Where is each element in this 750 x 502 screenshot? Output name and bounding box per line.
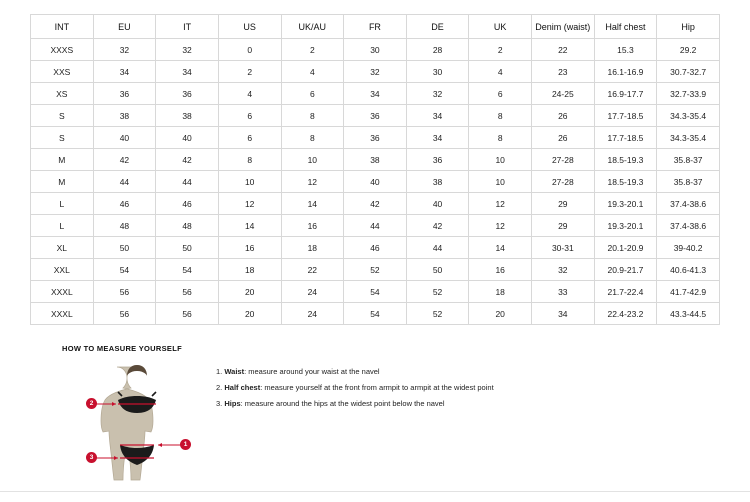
table-row — [31, 281, 720, 303]
table-cell-denim-waist: 26 — [532, 127, 595, 149]
table-cell-de: 38 — [406, 171, 469, 193]
table-cell-half-chest: 15.3 — [594, 39, 657, 61]
table-cell-hip: 35.8-37 — [657, 149, 720, 171]
table-cell-it: 36 — [156, 83, 219, 105]
table-cell-uk-au: 16 — [281, 215, 344, 237]
table-cell-uk: 8 — [469, 127, 532, 149]
size-conversion-table — [30, 14, 720, 325]
table-cell-hip: 41.7-42.9 — [657, 281, 720, 303]
table-cell-eu: 48 — [93, 215, 156, 237]
table-cell-uk-au: 18 — [281, 237, 344, 259]
table-cell-eu: 36 — [93, 83, 156, 105]
table-cell-half-chest: 19.3-20.1 — [594, 215, 657, 237]
table-cell-int: S — [31, 127, 94, 149]
table-cell-it: 38 — [156, 105, 219, 127]
table-cell-fr: 38 — [344, 149, 407, 171]
table-cell-hip: 29.2 — [657, 39, 720, 61]
table-cell-uk: 14 — [469, 237, 532, 259]
table-cell-eu: 50 — [93, 237, 156, 259]
column-header-uk: UK — [469, 15, 532, 39]
table-cell-denim-waist: 32 — [532, 259, 595, 281]
table-cell-hip: 34.3-35.4 — [657, 127, 720, 149]
table-cell-half-chest: 21.7-22.4 — [594, 281, 657, 303]
table-cell-half-chest: 16.1-16.9 — [594, 61, 657, 83]
table-row — [31, 149, 720, 171]
table-cell-uk-au: 24 — [281, 303, 344, 325]
table-cell-us: 6 — [218, 105, 281, 127]
table-cell-us: 20 — [218, 303, 281, 325]
table-cell-uk-au: 24 — [281, 281, 344, 303]
table-cell-us: 18 — [218, 259, 281, 281]
table-cell-int: L — [31, 215, 94, 237]
table-cell-fr: 34 — [344, 83, 407, 105]
measure-item-label: Hips — [224, 399, 241, 408]
table-cell-us: 2 — [218, 61, 281, 83]
measure-item-hips — [216, 399, 494, 408]
column-header-half-chest: Half chest — [594, 15, 657, 39]
column-header-fr: FR — [344, 15, 407, 39]
marker-3: 3 — [86, 452, 97, 463]
measure-item-text: : measure around your waist at the navel — [244, 367, 380, 376]
table-cell-uk: 2 — [469, 39, 532, 61]
table-row — [31, 127, 720, 149]
table-cell-us: 20 — [218, 281, 281, 303]
table-cell-half-chest: 17.7-18.5 — [594, 105, 657, 127]
table-cell-hip: 37.4-38.6 — [657, 215, 720, 237]
column-header-hip: Hip — [657, 15, 720, 39]
table-cell-it: 54 — [156, 259, 219, 281]
table-cell-hip: 43.3-44.5 — [657, 303, 720, 325]
table-cell-fr: 54 — [344, 281, 407, 303]
table-cell-it: 40 — [156, 127, 219, 149]
table-cell-half-chest: 18.5-19.3 — [594, 149, 657, 171]
table-cell-de: 52 — [406, 303, 469, 325]
body-figure — [62, 359, 212, 489]
table-cell-fr: 30 — [344, 39, 407, 61]
table-cell-uk: 8 — [469, 105, 532, 127]
table-cell-fr: 42 — [344, 193, 407, 215]
table-cell-us: 14 — [218, 215, 281, 237]
table-cell-de: 32 — [406, 83, 469, 105]
table-cell-half-chest: 20.1-20.9 — [594, 237, 657, 259]
table-cell-denim-waist: 27-28 — [532, 171, 595, 193]
table-cell-eu: 42 — [93, 149, 156, 171]
table-cell-us: 4 — [218, 83, 281, 105]
table-row — [31, 39, 720, 61]
table-cell-it: 56 — [156, 303, 219, 325]
marker-1: 1 — [180, 439, 191, 450]
table-cell-int: XXXL — [31, 303, 94, 325]
column-header-uk-au: UK/AU — [281, 15, 344, 39]
table-cell-uk-au: 12 — [281, 171, 344, 193]
table-row — [31, 105, 720, 127]
table-cell-de: 42 — [406, 215, 469, 237]
marker-2: 2 — [86, 398, 97, 409]
table-cell-half-chest: 18.5-19.3 — [594, 171, 657, 193]
table-cell-int: XXXL — [31, 281, 94, 303]
table-cell-uk: 6 — [469, 83, 532, 105]
table-row — [31, 83, 720, 105]
measure-item-number: 2. — [216, 383, 223, 392]
table-cell-it: 42 — [156, 149, 219, 171]
table-cell-uk: 18 — [469, 281, 532, 303]
table-cell-uk-au: 10 — [281, 149, 344, 171]
table-cell-us: 0 — [218, 39, 281, 61]
table-row — [31, 303, 720, 325]
table-cell-int: XXXS — [31, 39, 94, 61]
table-cell-eu: 34 — [93, 61, 156, 83]
table-cell-de: 30 — [406, 61, 469, 83]
table-cell-half-chest: 19.3-20.1 — [594, 193, 657, 215]
table-cell-denim-waist: 23 — [532, 61, 595, 83]
how-to-measure-body — [62, 359, 702, 489]
female-body-diagram-icon — [62, 359, 212, 489]
table-cell-uk-au: 6 — [281, 83, 344, 105]
table-cell-int: M — [31, 171, 94, 193]
table-cell-uk: 16 — [469, 259, 532, 281]
table-cell-uk-au: 22 — [281, 259, 344, 281]
table-row — [31, 215, 720, 237]
table-cell-eu: 32 — [93, 39, 156, 61]
table-cell-denim-waist: 24-25 — [532, 83, 595, 105]
table-cell-de: 36 — [406, 149, 469, 171]
measure-item-half-chest — [216, 383, 494, 392]
table-cell-hip: 39-40.2 — [657, 237, 720, 259]
table-cell-uk: 12 — [469, 215, 532, 237]
measure-item-number: 1. — [216, 367, 223, 376]
table-cell-hip: 30.7-32.7 — [657, 61, 720, 83]
how-to-measure-section — [62, 344, 702, 489]
table-cell-uk-au: 14 — [281, 193, 344, 215]
table-cell-de: 34 — [406, 127, 469, 149]
table-cell-denim-waist: 22 — [532, 39, 595, 61]
table-cell-half-chest: 22.4-23.2 — [594, 303, 657, 325]
table-cell-int: XS — [31, 83, 94, 105]
table-cell-fr: 36 — [344, 127, 407, 149]
table-cell-hip: 32.7-33.9 — [657, 83, 720, 105]
measure-item-text: : measure around the hips at the widest point below the navel — [240, 399, 445, 408]
table-cell-de: 28 — [406, 39, 469, 61]
column-header-denim-waist: Denim (waist) — [532, 15, 595, 39]
table-cell-us: 10 — [218, 171, 281, 193]
table-cell-us: 12 — [218, 193, 281, 215]
table-cell-it: 44 — [156, 171, 219, 193]
column-header-de: DE — [406, 15, 469, 39]
table-cell-hip: 37.4-38.6 — [657, 193, 720, 215]
table-cell-fr: 54 — [344, 303, 407, 325]
table-cell-uk-au: 2 — [281, 39, 344, 61]
footer-divider — [0, 491, 750, 492]
table-cell-uk-au: 8 — [281, 105, 344, 127]
table-row — [31, 61, 720, 83]
table-cell-it: 34 — [156, 61, 219, 83]
table-cell-it: 46 — [156, 193, 219, 215]
table-cell-uk: 10 — [469, 149, 532, 171]
table-cell-us: 16 — [218, 237, 281, 259]
table-cell-denim-waist: 27-28 — [532, 149, 595, 171]
column-header-it: IT — [156, 15, 219, 39]
table-cell-fr: 44 — [344, 215, 407, 237]
table-cell-fr: 36 — [344, 105, 407, 127]
measure-instructions-list — [216, 367, 494, 415]
table-cell-it: 48 — [156, 215, 219, 237]
table-cell-int: M — [31, 149, 94, 171]
table-cell-half-chest: 20.9-21.7 — [594, 259, 657, 281]
table-body — [31, 39, 720, 325]
how-to-measure-title: HOW TO MEASURE YOURSELF — [62, 344, 182, 353]
table-cell-fr: 52 — [344, 259, 407, 281]
table-cell-eu: 56 — [93, 281, 156, 303]
table-cell-eu: 40 — [93, 127, 156, 149]
table-cell-eu: 44 — [93, 171, 156, 193]
table-cell-it: 32 — [156, 39, 219, 61]
table-cell-denim-waist: 34 — [532, 303, 595, 325]
table-cell-it: 50 — [156, 237, 219, 259]
table-cell-us: 8 — [218, 149, 281, 171]
table-header-row — [31, 15, 720, 39]
table-cell-eu: 56 — [93, 303, 156, 325]
table-cell-fr: 40 — [344, 171, 407, 193]
table-cell-denim-waist: 26 — [532, 105, 595, 127]
measure-item-label: Half chest — [224, 383, 261, 392]
column-header-int: INT — [31, 15, 94, 39]
table-cell-de: 50 — [406, 259, 469, 281]
table-cell-denim-waist: 29 — [532, 215, 595, 237]
table-cell-uk: 12 — [469, 193, 532, 215]
table-cell-de: 40 — [406, 193, 469, 215]
table-cell-int: XXL — [31, 259, 94, 281]
column-header-eu: EU — [93, 15, 156, 39]
measure-item-label: Waist — [224, 367, 245, 376]
table-cell-uk: 10 — [469, 171, 532, 193]
measure-item-text: : measure yourself at the front from armpit to armpit at the widest point — [260, 383, 494, 392]
table-row — [31, 237, 720, 259]
table-cell-int: S — [31, 105, 94, 127]
table-cell-half-chest: 16.9-17.7 — [594, 83, 657, 105]
table-cell-hip: 34.3-35.4 — [657, 105, 720, 127]
table-header — [31, 15, 720, 39]
table-cell-us: 6 — [218, 127, 281, 149]
table-cell-denim-waist: 33 — [532, 281, 595, 303]
column-header-us: US — [218, 15, 281, 39]
table-cell-int: L — [31, 193, 94, 215]
table-cell-denim-waist: 30-31 — [532, 237, 595, 259]
table-cell-uk: 20 — [469, 303, 532, 325]
table-cell-int: XL — [31, 237, 94, 259]
measure-item-number: 3. — [216, 399, 223, 408]
table-cell-de: 44 — [406, 237, 469, 259]
table-cell-int: XXS — [31, 61, 94, 83]
table-cell-de: 52 — [406, 281, 469, 303]
table-cell-uk-au: 8 — [281, 127, 344, 149]
table-cell-de: 34 — [406, 105, 469, 127]
table-row — [31, 193, 720, 215]
table-cell-fr: 32 — [344, 61, 407, 83]
table-cell-eu: 38 — [93, 105, 156, 127]
table-cell-hip: 35.8-37 — [657, 171, 720, 193]
table-cell-denim-waist: 29 — [532, 193, 595, 215]
table-row — [31, 259, 720, 281]
table-cell-half-chest: 17.7-18.5 — [594, 127, 657, 149]
table-cell-eu: 46 — [93, 193, 156, 215]
table-cell-uk-au: 4 — [281, 61, 344, 83]
table-row — [31, 171, 720, 193]
table-cell-uk: 4 — [469, 61, 532, 83]
table-cell-fr: 46 — [344, 237, 407, 259]
table-cell-it: 56 — [156, 281, 219, 303]
table-cell-eu: 54 — [93, 259, 156, 281]
measure-item-waist — [216, 367, 494, 376]
table-cell-hip: 40.6-41.3 — [657, 259, 720, 281]
